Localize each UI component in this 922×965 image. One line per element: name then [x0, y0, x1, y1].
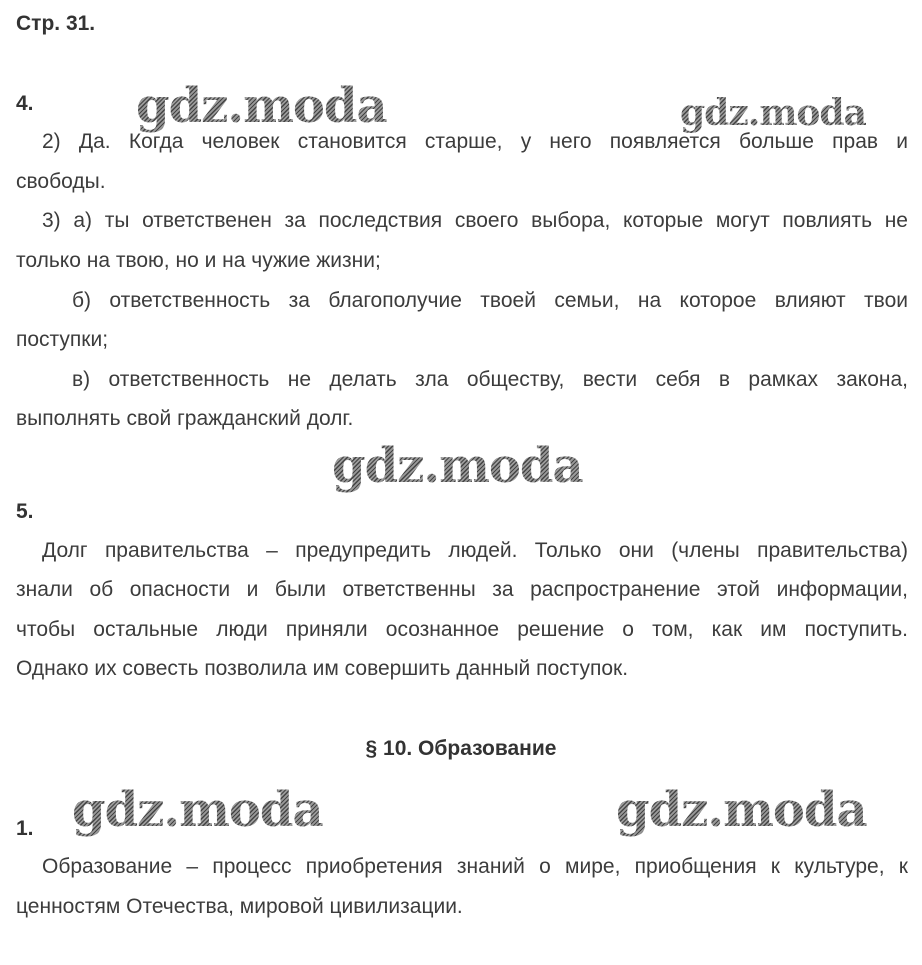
task4-line: 2) Да. Когда человек становится старше, у него появляется больше прав и: [42, 130, 908, 153]
task4-line: только на твою, но и на чужие жизни;: [16, 249, 381, 272]
task4-line: б) ответственность за благополучие твоей семьи, на которое влияют твои: [72, 289, 908, 312]
task1-line: ценностям Отечества, мировой цивилизации.: [16, 895, 463, 918]
page-header: Стр. 31.: [16, 12, 96, 35]
task5-line: чтобы остальные люди приняли осознанное решение о том, как им поступить.: [16, 618, 908, 641]
task-number: 4.: [16, 92, 34, 115]
task5-line: Однако их совесть позволила им совершить данный поступок.: [16, 657, 629, 680]
watermark-logo: gdz.moda: [136, 78, 387, 134]
task4-line: выполнять свой гражданский долг.: [16, 407, 354, 430]
section-title: § 10. Образование: [365, 737, 557, 760]
task-number: 1.: [16, 817, 34, 840]
task-number: 5.: [16, 500, 34, 523]
watermark-logo: gdz.moda: [332, 438, 583, 494]
task4-line: свободы.: [16, 170, 106, 193]
task5-line: Долг правительства – предупредить людей. Только они (члены правительства): [42, 539, 908, 562]
task5-line: знали об опасности и были ответственны за распространение этой информации,: [16, 578, 908, 601]
task4-line: в) ответственность не делать зла обществу, вести себя в рамках закона,: [72, 368, 908, 391]
task1-line: Образование – процесс приобретения знаний о мире, приобщения к культуре, к: [42, 855, 908, 878]
watermark-logo: gdz.moda: [72, 782, 323, 838]
task4-line: 3) а) ты ответственен за последствия своего выбора, которые могут повлиять не: [42, 209, 908, 232]
watermark-logo: gdz.moda: [616, 782, 867, 838]
task4-line: поступки;: [16, 328, 109, 351]
watermark-logo: gdz.moda: [680, 92, 866, 134]
